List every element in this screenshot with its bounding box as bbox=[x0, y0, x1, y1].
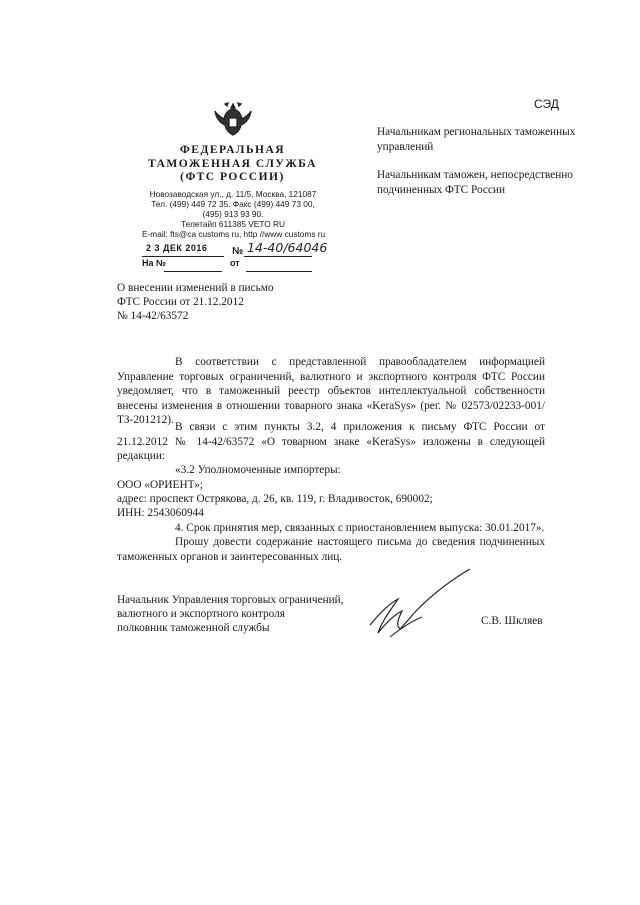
quote-line-3: адрес: проспект Острякова, д. 26, кв. 119, г. Владивосток, 690002; bbox=[117, 493, 433, 505]
ref-from-label: от bbox=[230, 258, 240, 268]
addressee-customs: Начальникам таможен, непосредственно подчиненных ФТС России bbox=[377, 169, 573, 196]
signatory-position-1: Начальник Управления торговых ограничений, bbox=[117, 594, 344, 606]
ref-label: На № bbox=[142, 258, 167, 268]
body-paragraph-2: В связи с этим пункты 3.2, 4 приложения к письму ФТС России от 21.12.2012 № 14-42/63572 «О товарном знаке «KeraSys» изложены в следующей редакции: bbox=[117, 421, 545, 462]
org-name-line2: ТАМОЖЕННАЯ СЛУЖБА bbox=[148, 158, 317, 170]
quote-line-2: ООО «ОРИЕНТ»; bbox=[117, 479, 204, 491]
org-address: Новозаводская ул., д. 11/5, Москва, 121087 bbox=[149, 189, 317, 199]
subject-line3: № 14-42/63572 bbox=[117, 310, 189, 322]
org-phone-fax: Тел. (499) 449 72 35. Факс (499) 449 73 00, bbox=[151, 199, 315, 209]
reg-number-handwritten: 14-40/64046 bbox=[247, 240, 328, 255]
quote-line-5: 4. Срок принятия мер, связанных с приостановлением выпуска: 30.01.2017». bbox=[175, 522, 545, 534]
quote-line-4: ИНН: 2543060944 bbox=[117, 507, 204, 519]
body-paragraph-1: В соответствии с представленной правообладателем информацией Управление торговых ограничений, валютного и экспортного контроля ФТС России уведомляет, что в таможенный реестр объектов интеллектуальной собственности внесены изменения в отношении товарного знака «KeraSys» (рег. № 02573/02233-001/ТЗ-201212). bbox=[117, 356, 545, 426]
signatory-position-3: полковник таможенной службы bbox=[117, 622, 270, 634]
addressee-regional: Начальникам региональных таможенных управлений bbox=[377, 126, 576, 153]
ref-date-line bbox=[246, 259, 312, 272]
quote-line-1: «3.2 Уполномоченные импортеры: bbox=[175, 464, 341, 476]
reg-number-label: № bbox=[232, 246, 244, 257]
signatory-position-2: валютного и экспортного контроля bbox=[117, 608, 285, 620]
ref-number-line bbox=[164, 259, 222, 272]
org-name-line1: ФЕДЕРАЛЬНАЯ bbox=[179, 144, 286, 156]
org-email: E-mail: fts@ca customs ru, http //www customs ru bbox=[142, 229, 326, 239]
body-paragraph-3: Прошу довести содержание настоящего письма до сведения подчиненных таможенных органов и заинтересованных лиц. bbox=[117, 536, 545, 563]
subject-line2: ФТС России от 21.12.2012 bbox=[117, 296, 244, 308]
org-teletype: Телетайп 611385 VETO RU bbox=[181, 219, 285, 229]
sed-mark: СЭД bbox=[534, 97, 559, 111]
subject-line1: О внесении изменений в письмо bbox=[117, 282, 274, 294]
org-name-line3: (ФТС РОССИИ) bbox=[180, 171, 285, 183]
reg-date-stamp: 2 3 ДЕК 2016 bbox=[146, 243, 208, 253]
coat-of-arms-emblem bbox=[212, 98, 254, 140]
org-phone2: (495) 913 93 90. bbox=[202, 209, 264, 219]
signatory-name: С.В. Шкляев bbox=[481, 615, 543, 627]
handwritten-signature bbox=[360, 563, 475, 643]
